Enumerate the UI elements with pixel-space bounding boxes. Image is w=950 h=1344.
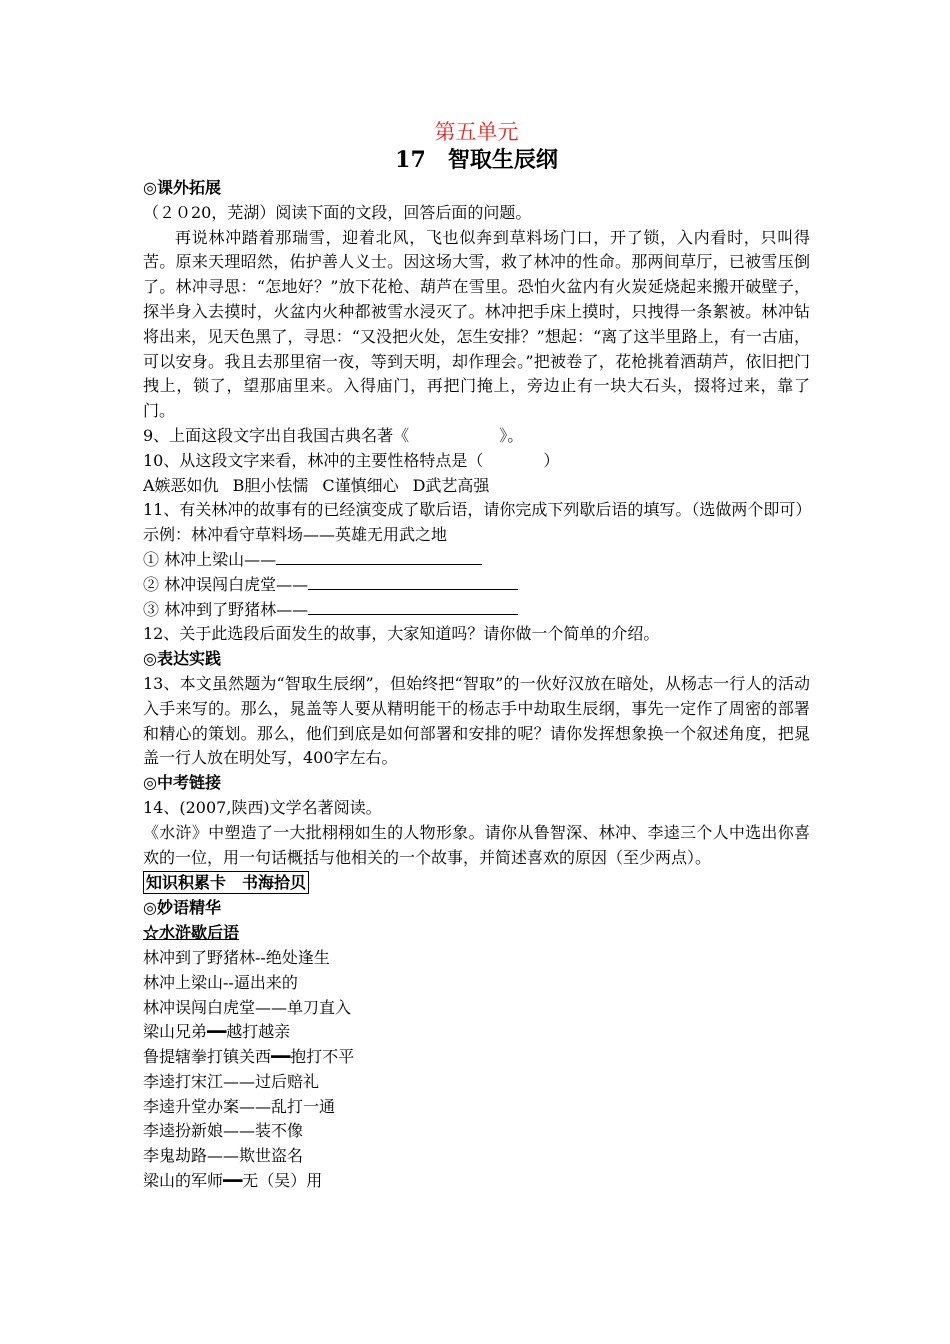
item-3-answer-line[interactable]	[308, 598, 518, 615]
question-9-prefix: 9、上面这段文字出自我国古典名著《	[143, 425, 410, 445]
lesson-number: 17	[395, 147, 426, 173]
item-3-label: ③ 林冲到了野猪林——	[143, 599, 309, 619]
question-11-example: 示例：林冲看守草料场——英雄无用武之地	[143, 525, 448, 545]
section-heading-extension: ◎课外拓展	[143, 178, 221, 197]
list-item: 林冲上梁山--逼出来的	[143, 972, 298, 992]
question-11-item-1	[143, 548, 810, 573]
list-item: 李逵扮新娘——装不像	[143, 1121, 304, 1141]
list-item: 李逵升堂办案——乱打一通	[143, 1096, 336, 1116]
section-heading-practice: ◎表达实践	[143, 649, 221, 669]
question-10	[143, 449, 810, 474]
question-11-item-2	[143, 573, 810, 598]
list-item: 林冲到了野猪林--绝处逢生	[143, 947, 330, 967]
section-heading-phrases: ◎妙语精华	[143, 898, 221, 918]
list-item: 鲁提辖拳打镇关西━━抱打不平	[143, 1047, 355, 1067]
lesson-name: 智取生辰纲	[447, 147, 558, 173]
section-heading-exam: ◎中考链接	[143, 773, 221, 793]
list-item: 梁山的军师━━无（吴）用	[143, 1171, 323, 1191]
item-2-answer-line[interactable]	[308, 573, 518, 590]
option-b: B胆小怯懦	[232, 475, 309, 495]
list-item: 李逵打宋江——过后赔礼	[143, 1071, 320, 1091]
question-10-prefix: 10、从这段文字来看，林冲的主要性格特点是（	[143, 450, 484, 470]
question-10-options	[143, 474, 810, 499]
reading-passage: 再说林冲踏着那瑞雪，迎着北风，飞也似奔到草料场门口，开了锁，入内看时，只叫得苦。原来天理昭然，佑护善人义士。因这场大雪，救了林冲的性命。那两间草厅，已被雪压倒了。林冲寻思：“怎地好？”放下花枪、葫芦在雪里。恐怕火盆内有火炭延烧起来搬开破壁子，探半身入去摸时，火盆内火种都被雪水浸灭了。林冲把手床上摸时，只拽得一条絮被。林冲钻将出来，见天色黑了，寻思：“又没把火处，怎生安排？”想起：“离了这半里路上，有一古庙，可以安身。我且去那里宿一夜，等到天明，却作理会。”把被卷了，花枪挑着酒葫芦，依旧把门拽上，锁了，望那庙里来。入得庙门，再把门掩上，旁边止有一块大石头，掇将过来，靠了门。	[143, 227, 810, 421]
option-a: A嫉恶如仇	[143, 475, 219, 495]
question-9-suffix: 》。	[499, 425, 524, 445]
unit-title: 第五单元	[434, 120, 519, 144]
sayings-list	[143, 946, 810, 1194]
option-c: C谨慎细心	[322, 475, 399, 495]
item-1-answer-line[interactable]	[276, 548, 482, 565]
question-12: 12、关于此选段后面发生的故事，大家知道吗？请你做一个简单的介绍。	[143, 624, 660, 644]
question-9	[143, 424, 810, 449]
question-13: 13、本文虽然题为“智取生辰纲”，但始终把“智取”的一伙好汉放在暗处，从杨志一行人的活动入手来写的。那么，晁盖等人要从精明能干的杨志手中劫取生辰纲，事先一定作了周密的部署和精心的策划。那么，他们到底是如何部署和安排的呢？请你发挥想象换一个叙述角度，把晁盖一行人放在明处写，400字左右。	[143, 673, 810, 768]
knowledge-card-heading: 知识积累卡 书海拾贝	[143, 871, 309, 894]
knowledge-card-heading-row	[143, 870, 810, 896]
question-14: 14、(2007,陕西)文学名著阅读。	[143, 797, 382, 817]
option-d: D武艺高强	[412, 475, 490, 495]
item-1-label: ① 林冲上梁山——	[143, 549, 277, 569]
sayings-list-heading: ☆水浒歇后语	[143, 923, 240, 943]
question-11: 11、有关林冲的故事有的已经演变成了歇后语，请你完成下列歇后语的填写。（选做两个即可）	[143, 500, 812, 520]
list-item: 林冲误闯白虎堂——单刀直入	[143, 997, 352, 1017]
question-10-suffix: ）	[543, 450, 560, 470]
question-11-item-3	[143, 598, 810, 623]
passage-source: （２０20，芜湖）阅读下面的文段，回答后面的问题。	[143, 202, 532, 222]
lesson-title	[143, 146, 810, 174]
list-item: 李鬼劫路——欺世盗名	[143, 1146, 304, 1166]
question-14-body: 《水浒》中塑造了一大批栩栩如生的人物形象。请你从鲁智深、林冲、李逵三个人中选出你喜欢的一位，用一句话概括与他相关的一个故事，并简述喜欢的原因（至少两点）。	[143, 822, 810, 867]
list-item: 梁山兄弟━━越打越亲	[143, 1022, 291, 1042]
item-2-label: ② 林冲误闯白虎堂——	[143, 574, 309, 594]
